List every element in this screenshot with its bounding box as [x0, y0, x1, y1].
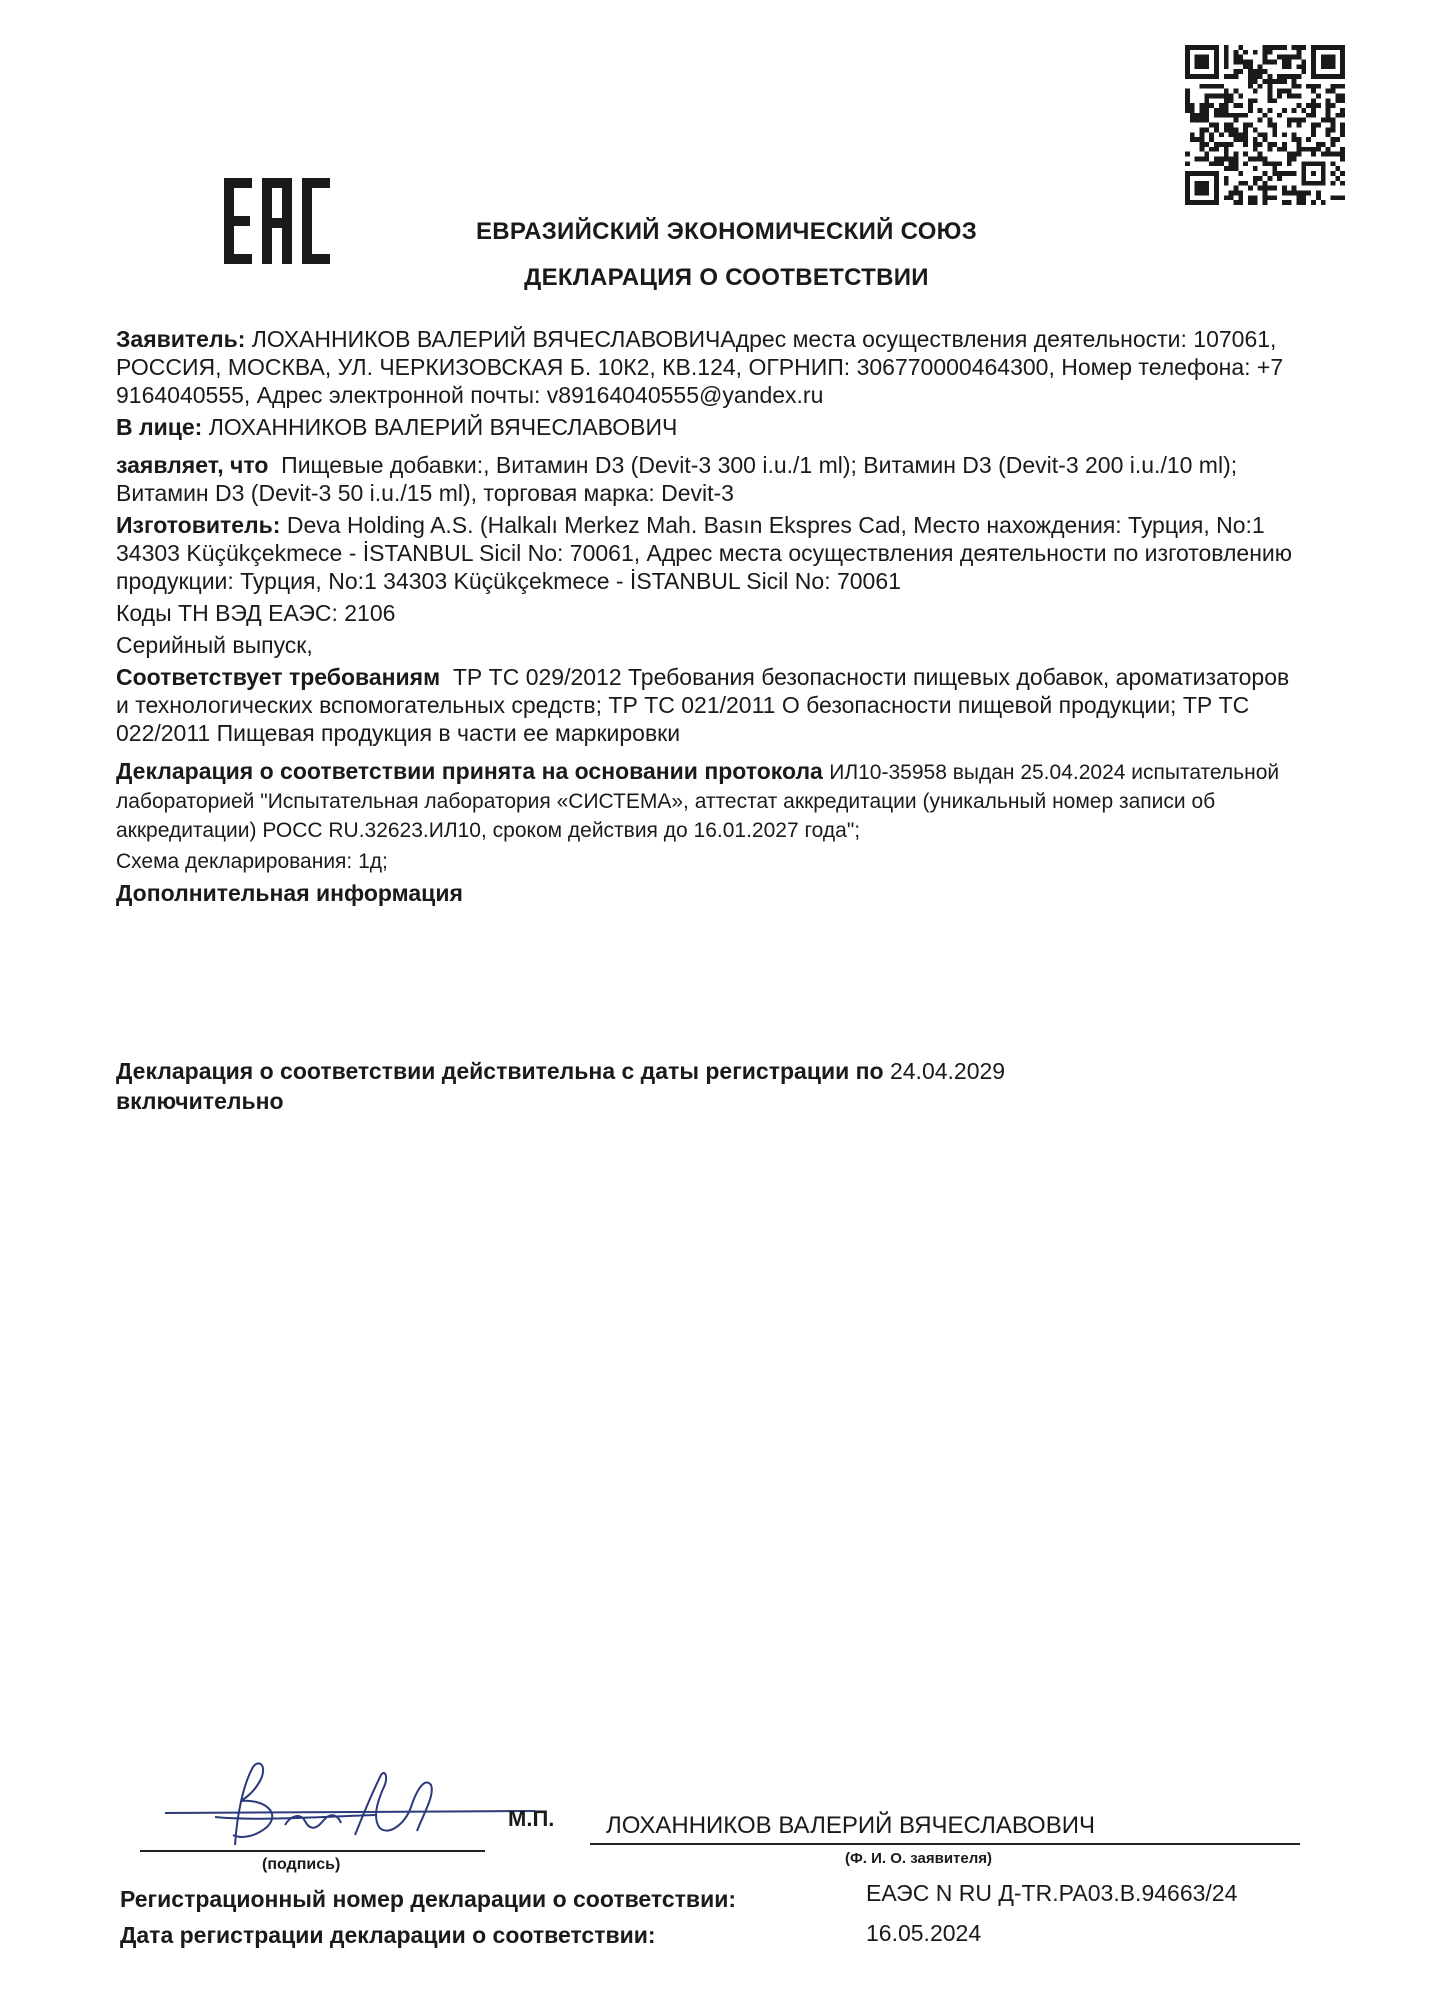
handwritten-signature — [155, 1755, 545, 1850]
union-heading: ЕВРАЗИЙСКИЙ ЭКОНОМИЧЕСКИЙ СОЮЗ — [475, 218, 978, 245]
name-caption: (Ф. И. О. заявителя) — [845, 1850, 993, 1867]
registration-date-label: Дата регистрации декларации о соответствии: — [120, 1922, 656, 1948]
basis-label: Декларация о соответствии принята на основании протокола — [116, 758, 823, 784]
basis-section — [116, 757, 1306, 844]
declaration-body — [116, 325, 1306, 911]
signature-line — [140, 1850, 485, 1852]
applicant-name: ЛОХАННИКОВ ВАЛЕРИЙ ВЯЧЕСЛАВОВИЧ — [606, 1812, 1095, 1839]
signature-caption: (подпись) — [262, 1856, 341, 1873]
registration-number-label: Регистрационный номер декларации о соответствии: — [120, 1886, 737, 1912]
requirements-label: Соответствует требованиям — [116, 664, 441, 690]
scheme-line: Схема декларирования: 1д; — [116, 850, 388, 873]
requirements-value: ТР ТС 029/2012 Требования безопасности пищевых добавок, ароматизаторов и технологических вспомогательных средств; ТР ТС 021/2011 О безопасности пищевой продукции; ТР ТС 022/2011 Пищевая продукция в части ее маркировки — [116, 664, 1290, 746]
validity-section — [116, 1056, 1306, 1116]
manufacturer-section — [116, 511, 1306, 595]
additional-info-label: Дополнительная информация — [116, 880, 463, 906]
applicant-section — [116, 325, 1306, 409]
representative-label: В лице: — [116, 414, 203, 440]
validity-suffix: включительно — [116, 1088, 284, 1114]
validity-label: Декларация о соответствии действительна с даты регистрации по — [116, 1058, 884, 1084]
registration-number: ЕАЭС N RU Д-TR.РА03.В.94663/24 — [866, 1880, 1238, 1906]
applicant-value: ЛОХАННИКОВ ВАЛЕРИЙ ВЯЧЕСЛАВОВИЧАдрес места осуществления деятельности: 107061, РОССИЯ, МОСКВА, УЛ. ЧЕРКИЗОВСКАЯ Б. 10К2, КВ.124, ОГРНИП: 306770000464300, Номер телефона: +7 9164040555, Адрес электронной почты: v89164040555@yandex.ru — [116, 326, 1284, 408]
requirements-section — [116, 663, 1306, 747]
declares-value: Пищевые добавки:, Витамин D3 (Devit-3 300 i.u./1 ml); Витамин D3 (Devit-3 200 i.u./10 ml); Витамин D3 (Devit-3 50 i.u./15 ml), торговая марка: Devit-3 — [116, 452, 1238, 506]
document-title: ДЕКЛАРАЦИЯ О СООТВЕТСТВИИ — [524, 264, 929, 291]
validity-date: 24.04.2029 — [889, 1058, 1006, 1084]
codes-line: Коды ТН ВЭД ЕАЭС: 2106 — [116, 600, 396, 626]
registration-date: 16.05.2024 — [866, 1920, 982, 1946]
representative-section — [116, 413, 1306, 441]
manufacturer-label: Изготовитель: — [116, 512, 281, 538]
serial-line: Серийный выпуск, — [116, 632, 313, 658]
applicant-label: Заявитель: — [116, 326, 246, 352]
representative-value: ЛОХАННИКОВ ВАЛЕРИЙ ВЯЧЕСЛАВОВИЧ — [208, 414, 678, 440]
name-line — [590, 1843, 1300, 1845]
basis-value: ИЛ10-35958 выдан 25.04.2024 испытательной лабораторией "Испытательная лаборатория «СИСТЕМА», аттестат аккредитации (уникальный номер записи об аккредитации) РОСС RU.32623.ИЛ10, сроком действия до 16.01.2027 года"; — [116, 761, 1280, 842]
stamp-place-label: М.П. — [508, 1806, 555, 1831]
declares-section — [116, 451, 1306, 507]
manufacturer-value: Deva Holding A.S. (Halkalı Merkez Mah. Basın Ekspres Cad, Место нахождения: Турция, No:1 34303 Küçükçekmece - İSTANBUL Sicil No: 70061, Адрес места осуществления деятельности по изготовлению продукции: Турция, No:1 34303 Küçükçekmece - İSTANBUL Sicil No: 70061 — [116, 512, 1293, 594]
declares-label: заявляет, что — [116, 452, 269, 478]
qr-code — [1185, 45, 1345, 205]
